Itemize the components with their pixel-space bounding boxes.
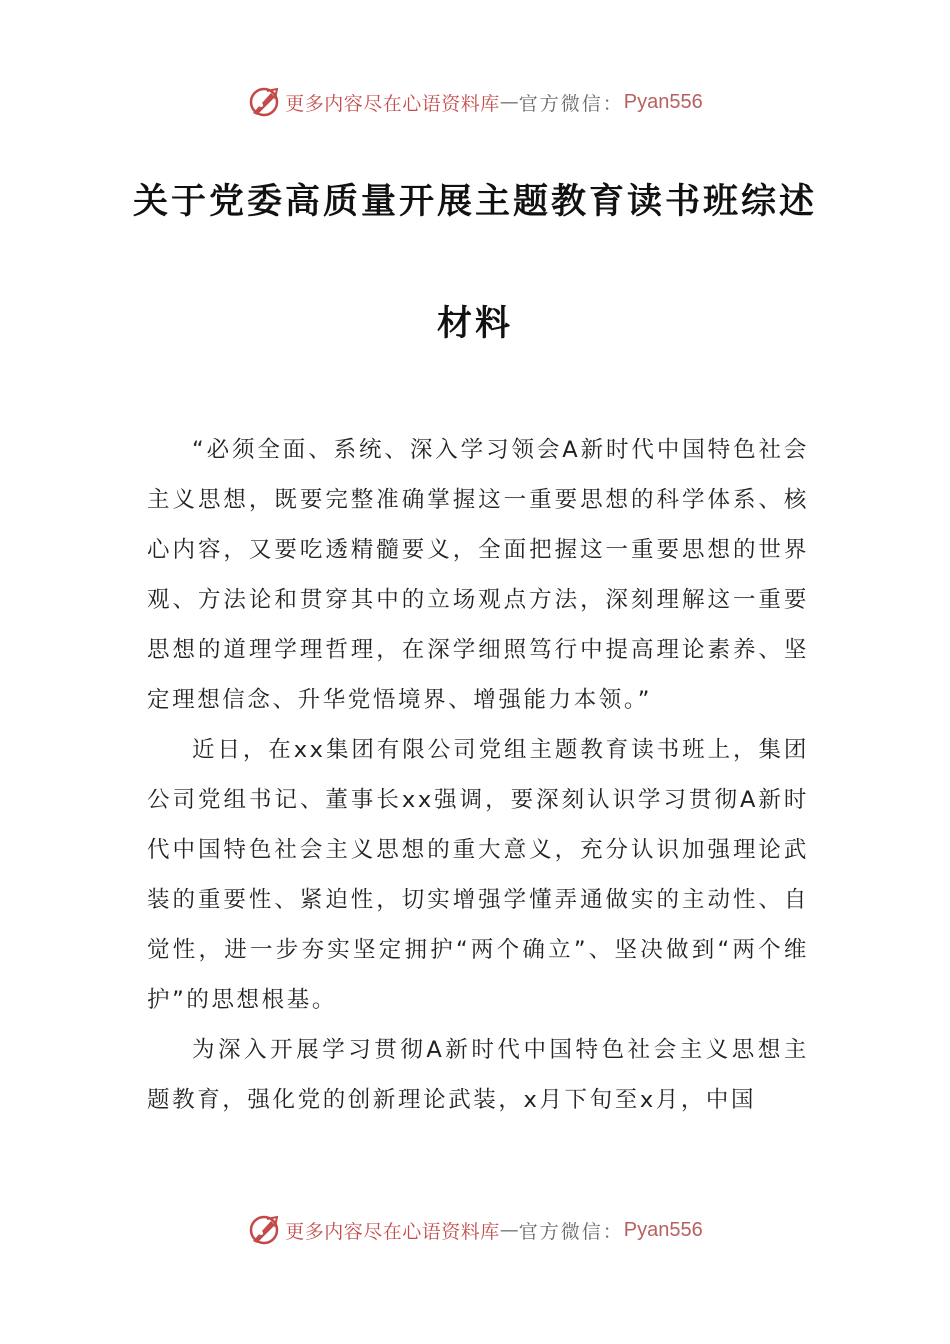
paragraph-3: 为深入开展学习贯彻A新时代中国特色社会主义思想主题教育，强化党的创新理论武装，x月下旬至x月，中国 [147,1037,809,1113]
watermark-separator: — [499,1219,519,1241]
watermark-text: 更多内容尽在心语资料库 [285,1220,500,1243]
watermark-text: 更多内容尽在心语资料库 [285,92,500,115]
document-body [147,425,809,1125]
paragraph-1: “必须全面、系统、深入学习领会A新时代中国特色社会主义思想，既要完整准确掌握这一重要思想的科学体系、核心内容，又要吃透精髓要义，全面把握这一重要思想的世界观、方法论和贯穿其中的立场观点方法，深刻理解这一重要思想的道理学理哲理，在深学细照笃行中提高理论素养、坚定理想信念、升华党悟境界、增强能力本领。” [147,437,809,713]
watermark-separator: — [499,91,519,113]
watermark-header [0,82,950,122]
document-title-line-1: 关于党委高质量开展主题教育读书班综述 [132,181,817,222]
watermark-wechat-label: 官方微信： [518,1220,624,1243]
pen-logo-icon [247,85,281,119]
document-title-line-2: 材料 [436,303,513,344]
watermark-wechat-label: 官方微信： [518,92,624,115]
pen-logo-icon [247,1213,281,1247]
watermark-wechat-id: Pyan556 [623,1218,703,1241]
watermark-wechat-id: Pyan556 [623,90,703,113]
paragraph-2: 近日，在xx集团有限公司党组主题教育读书班上，集团公司党组书记、董事长xx强调，要深刻认识学习贯彻A新时代中国特色社会主义思想的重大意义，充分认识加强理论武装的重要性、紧迫性，切实增强学懂弄通做实的主动性、自觉性，进一步夯实坚定拥护“两个确立”、坚决做到“两个维护”的思想根基。 [147,737,809,1013]
watermark-footer [0,1210,950,1250]
